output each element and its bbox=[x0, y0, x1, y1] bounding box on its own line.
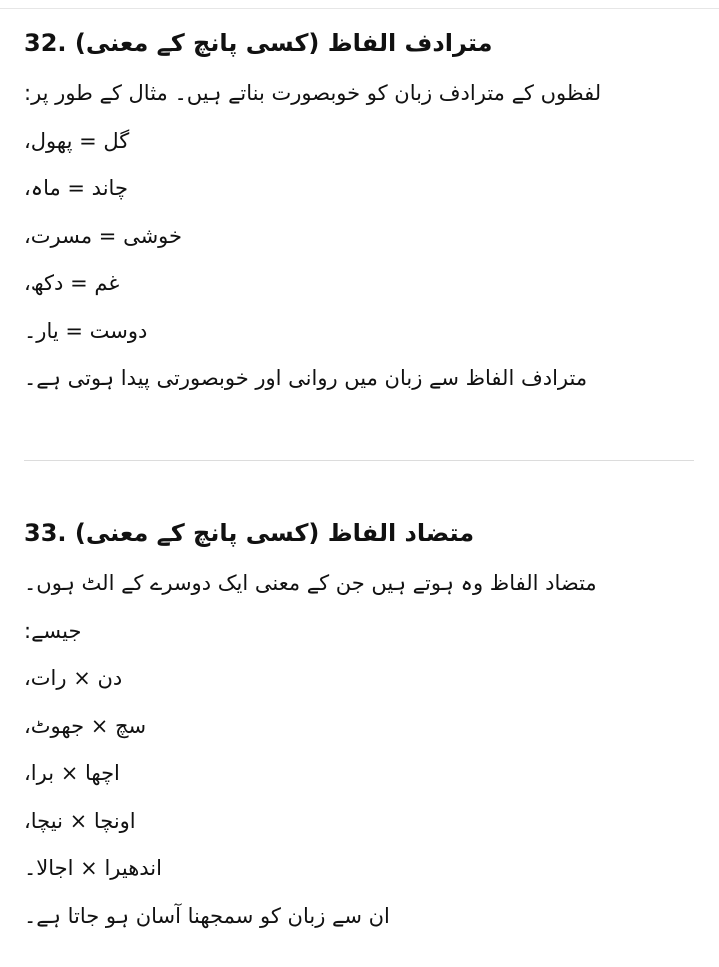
section-33-lead: جیسے: bbox=[24, 618, 82, 643]
section-32-conclusion: مترادف الفاظ سے زبان میں روانی اور خوبصورتی پیدا ہوتی ہے۔ bbox=[24, 366, 588, 390]
antonym-item-3: اچھا × برا، bbox=[24, 761, 120, 785]
section-32-heading bbox=[24, 26, 694, 60]
section-32-title: مترادف الفاظ (کسی پانچ کے معنی) bbox=[74, 29, 493, 57]
section-32 bbox=[24, 26, 694, 411]
synonym-item-3: خوشی = مسرت، bbox=[24, 223, 182, 248]
section-33-intro: متضاد الفاظ وہ ہوتے ہیں جن کے معنی ایک دوسرے کے الٹ ہوں۔ bbox=[24, 571, 597, 595]
synonym-item-5: دوست = یار۔ bbox=[24, 318, 148, 343]
section-33-heading bbox=[24, 516, 694, 550]
antonym-item-1: دن × رات، bbox=[24, 666, 123, 690]
section-32-intro: لفظوں کے مترادف زبان کو خوبصورت بناتے ہیں۔ مثال کے طور پر: bbox=[24, 81, 602, 105]
section-33-title: متضاد الفاظ (کسی پانچ کے معنی) bbox=[74, 519, 475, 547]
antonym-item-4: اونچا × نیچا، bbox=[24, 808, 136, 833]
section-33 bbox=[24, 516, 694, 948]
section-divider bbox=[24, 460, 694, 461]
section-33-number: 33. bbox=[24, 519, 67, 547]
section-32-number: 32. bbox=[24, 29, 67, 57]
synonym-item-4: غم = دکھ، bbox=[24, 271, 120, 295]
top-divider bbox=[0, 8, 719, 9]
antonym-item-5: اندھیرا × اجالا۔ bbox=[24, 856, 162, 880]
section-33-conclusion: ان سے زبان کو سمجھنا آسان ہو جاتا ہے۔ bbox=[24, 903, 390, 928]
synonym-item-2: چاند = ماہ، bbox=[24, 176, 128, 200]
synonym-item-1: گل = پھول، bbox=[24, 128, 130, 153]
antonym-item-2: سچ × جھوٹ، bbox=[24, 713, 147, 738]
